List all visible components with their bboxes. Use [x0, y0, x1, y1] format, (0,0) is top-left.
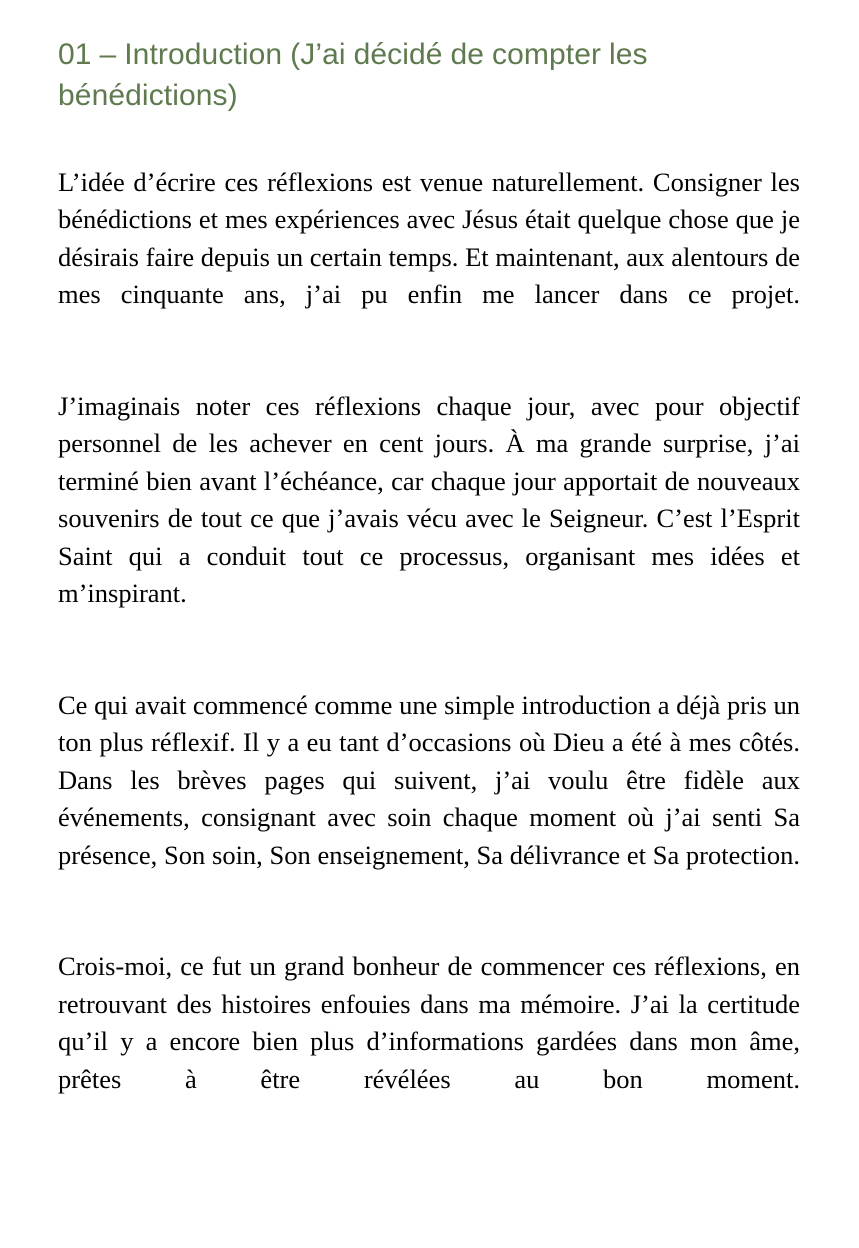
paragraph-2: J’imaginais noter ces réflexions chaque jour, avec pour objectif personnel de les achever en cent jours. À ma grande surprise, j’ai terminé bien avant l’échéance, car chaque jour apportait de nouveaux souvenirs de tout ce que j’avais vécu avec le Seigneur. C’est l’Esprit Saint qui a conduit tout ce processus, organisant mes idées et m’inspirant.	[58, 391, 800, 609]
body-text-column	[58, 164, 800, 1135]
paragraph-1: L’idée d’écrire ces réflexions est venue naturellement. Consigner les bénédictions et mes expériences avec Jésus était quelque chose que je désirais faire depuis un certain temps. Et maintenant, aux alentours de mes cinquante ans, j’ai pu enfin me lancer dans ce projet.	[58, 167, 800, 310]
paragraph-4: Crois-moi, ce fut un grand bonheur de commencer ces réflexions, en retrouvant des histoires enfouies dans ma mémoire. J’ai la certitude qu’il y a encore bien plus d’informations gardées dans mon âme, prêtes à être révélées au bon moment.	[58, 951, 800, 1094]
page-title: 01 – Introduction (J’ai décidé de compter les bénédictions)	[58, 38, 648, 112]
paragraph-3: Ce qui avait commencé comme une simple introduction a déjà pris un ton plus réflexif. Il y a eu tant d’occasions où Dieu a été à mes côtés. Dans les brèves pages qui suivent, j’ai voulu être fidèle aux événements, consignant avec soin chaque moment où j’ai senti Sa présence, Son soin, Son enseignement, Sa délivrance et Sa protection.	[58, 689, 800, 870]
